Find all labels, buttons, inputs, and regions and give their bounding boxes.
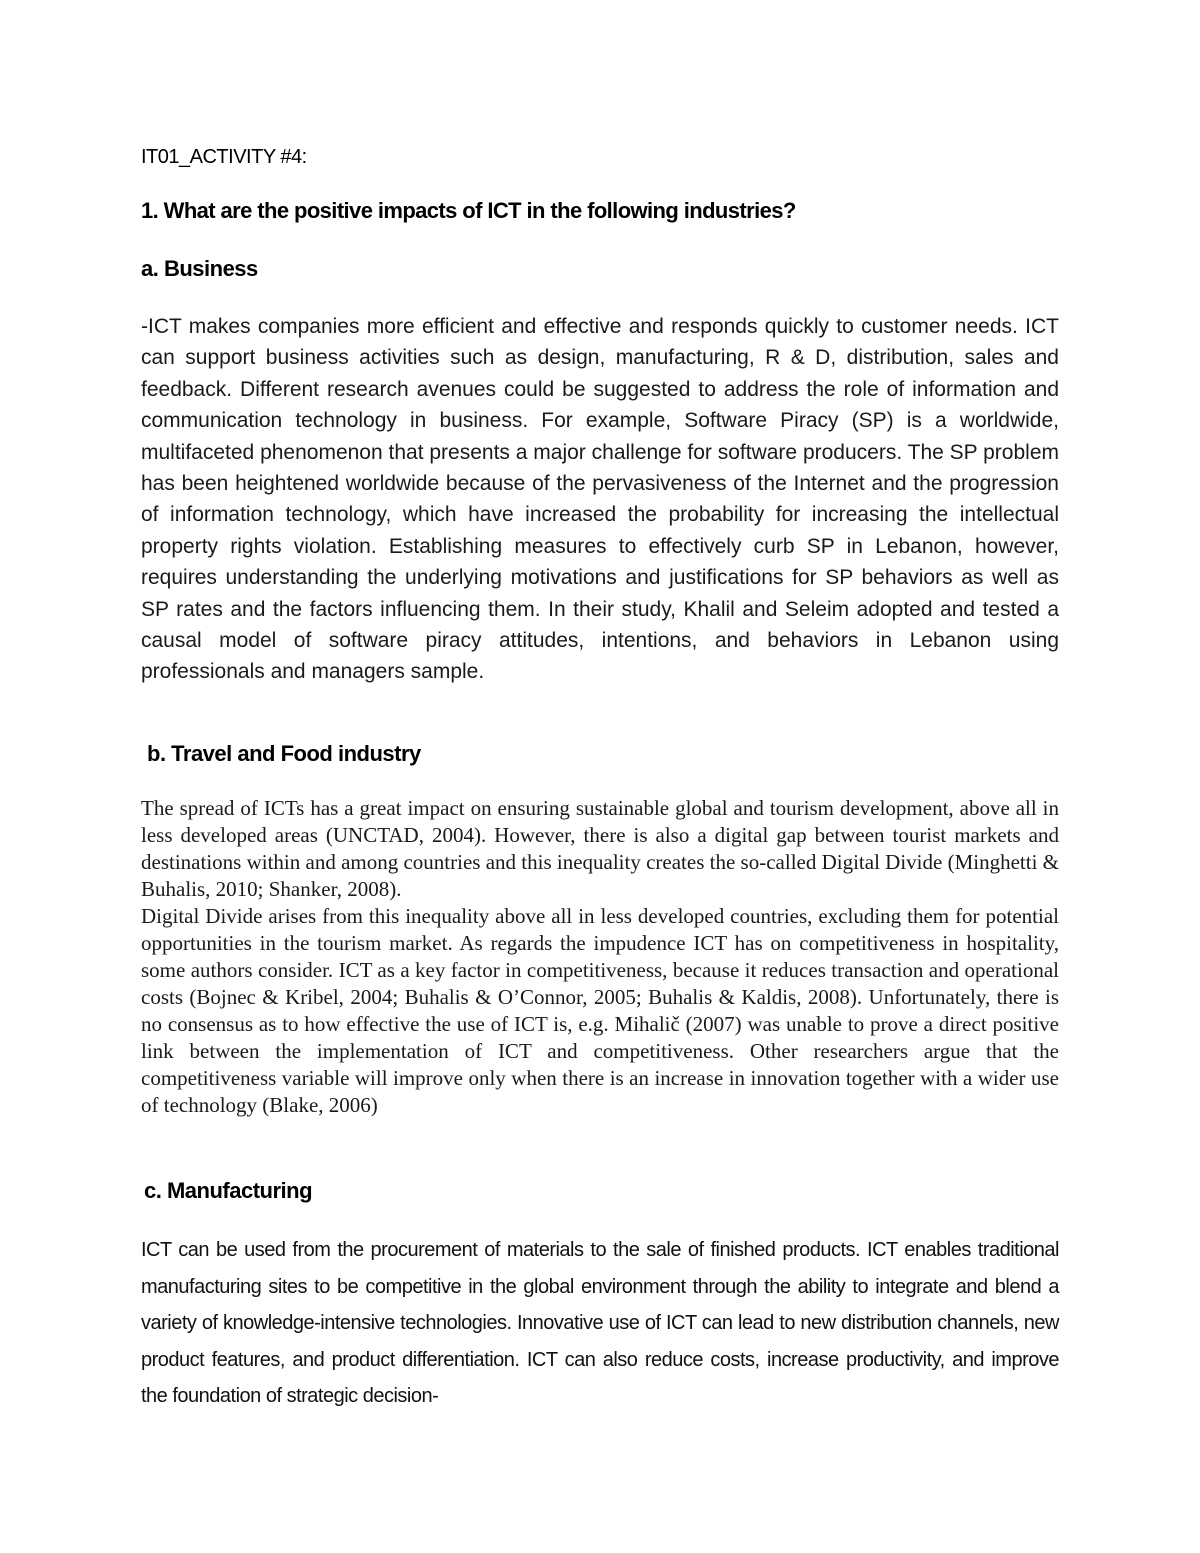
section-heading-travel: b. Travel and Food industry — [147, 741, 421, 766]
section-heading-manufacturing: c. Manufacturing — [144, 1178, 313, 1203]
travel-paragraph-2: Digital Divide arises from this inequality above all in less developed countries, excluding them for potential opportunities in the tourism market. As regards the impudence ICT has on competitiveness in hospitality, some authors consider. ICT as a key factor in competitiveness, because it reduces transaction and operational costs (Bojnec & Kribel, 2004; Buhalis & O’Connor, 2005; Buhalis & Kaldis, 2008). Unfortunately, there is no consensus as to how effective the use of ICT is, e.g. Mihalič (2007) was unable to prove a direct positive link between the implementation of ICT and competitiveness. Other researchers argue that the competitiveness variable will improve only when there is an increase in innovation together with a wider use of technology (Blake, 2006) — [141, 904, 1059, 1117]
question-heading: 1. What are the positive impacts of ICT in the following industries? — [141, 198, 796, 223]
manufacturing-paragraph: ICT can be used from the procurement of materials to the sale of finished products. ICT enables traditional manufacturing sites to be competitive in the global environment through the ability to integrate and blend a variety of knowledge-intensive technologies. Innovative use of ICT can lead to new distribution channels, new product features, and product differentiation. ICT can also reduce costs, increase productivity, and improve the foundation of strategic decision- — [141, 1239, 1059, 1407]
section-heading-business: a. Business — [141, 256, 258, 281]
document-title: IT01_ACTIVITY #4: — [141, 146, 307, 168]
business-paragraph: -ICT makes companies more efficient and effective and responds quickly to customer needs. ICT can support business activities such as design, manufacturing, R & D, distribution, sales and feedback. Different research avenues could be suggested to address the role of information and communication technology in business. For example, Software Piracy (SP) is a worldwide, multifaceted phenomenon that presents a major challenge for software producers. The SP problem has been heightened worldwide because of the pervasiveness of the Internet and the progression of information technology, which have increased the probability for increasing the intellectual property rights violation. Establishing measures to effectively curb SP in Lebanon, however, requires understanding the underlying motivations and justifications for SP behaviors as well as SP rates and the factors influencing them. In their study, Khalil and Seleim adopted and tested a causal model of software piracy attitudes, intentions, and behaviors in Lebanon using professionals and managers sample. — [141, 315, 1059, 684]
travel-paragraph-1: The spread of ICTs has a great impact on ensuring sustainable global and tourism development, above all in less developed areas (UNCTAD, 2004). However, there is also a digital gap between tourist markets and destinations within and among countries and this inequality creates the so-called Digital Divide (Minghetti & Buhalis, 2010; Shanker, 2008). — [141, 796, 1059, 901]
